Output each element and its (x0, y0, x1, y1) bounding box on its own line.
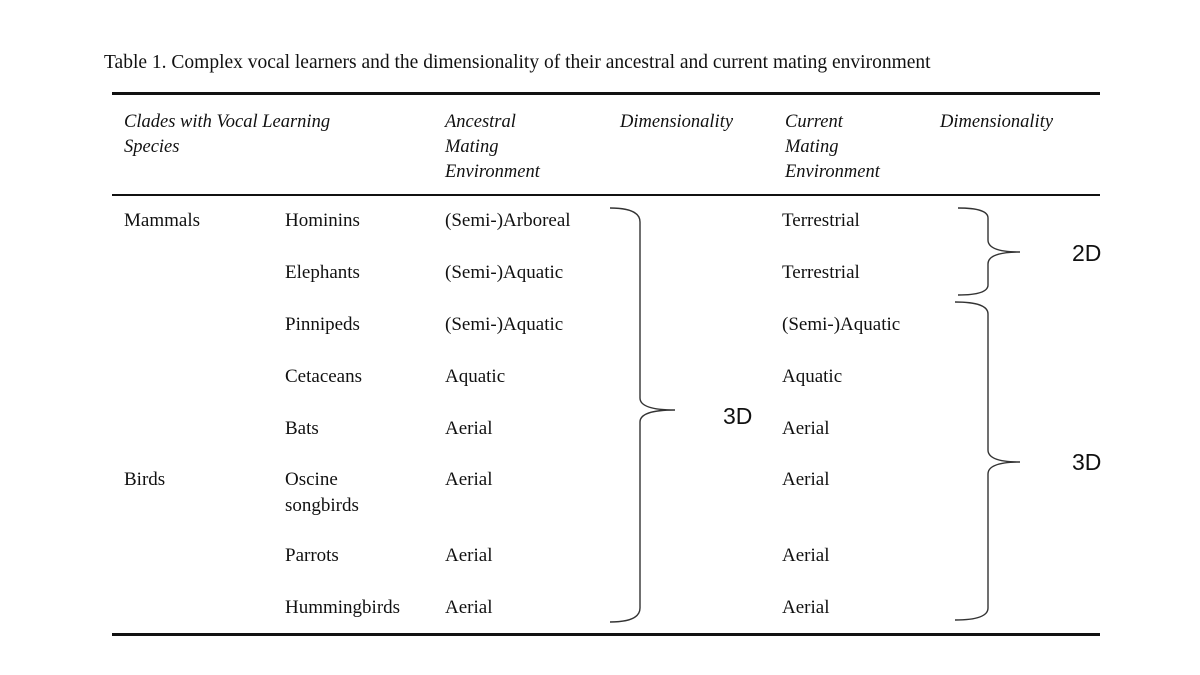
clade-cell-line1: Oscine (285, 469, 338, 490)
ancestral-cell: (Semi-)Aquatic (445, 262, 564, 283)
header-current-line3: Environment (785, 162, 880, 182)
header-clades-line1: Clades with Vocal Learning (124, 112, 331, 132)
clade-cell: Cetaceans (285, 366, 363, 387)
ancestral-cell: Aerial (445, 545, 493, 566)
ancestral-brace-icon (610, 208, 675, 622)
header-clades-line2: Species (124, 137, 180, 157)
current-cell: Aerial (782, 545, 830, 566)
group-birds: Birds (124, 469, 166, 490)
current-upper-brace-icon (958, 208, 1020, 295)
header-dimensionality-ancestral: Dimensionality (620, 112, 734, 132)
ancestral-cell: Aerial (445, 597, 493, 618)
current-cell: Terrestrial (782, 262, 860, 283)
ancestral-cell: (Semi-)Arboreal (445, 210, 571, 231)
clade-cell: Bats (285, 418, 319, 439)
clade-cell: Pinnipeds (285, 314, 360, 335)
current-cell: Aerial (782, 469, 830, 490)
clade-cell: Elephants (285, 262, 360, 283)
ancestral-cell: Aerial (445, 418, 493, 439)
current-cell: Aerial (782, 597, 830, 618)
current-cell: Aerial (782, 418, 830, 439)
ancestral-cell: Aquatic (445, 366, 506, 387)
current-cell: Aquatic (782, 366, 843, 387)
ancestral-cell: (Semi-)Aquatic (445, 314, 564, 335)
table-caption: Table 1. Complex vocal learners and the dimensionality of their ancestral and current mating environment (104, 52, 931, 73)
header-current-line1: Current (785, 112, 843, 132)
clade-cell: Hummingbirds (285, 597, 401, 618)
current-cell: Terrestrial (782, 210, 860, 231)
current-cell: (Semi-)Aquatic (782, 314, 901, 335)
group-mammals: Mammals (124, 210, 200, 231)
header-ancestral-line3: Environment (445, 162, 540, 182)
header-current-line2: Mating (785, 137, 839, 157)
clade-cell: Parrots (285, 545, 339, 566)
clade-cell-line2: songbirds (285, 495, 359, 516)
current-lower-brace-icon (955, 302, 1020, 620)
ancestral-dimensionality-label: 3D (723, 403, 753, 429)
header-ancestral-line2: Mating (445, 137, 499, 157)
current-lower-dimensionality-label: 3D (1072, 449, 1102, 475)
header-dimensionality-current: Dimensionality (940, 112, 1054, 132)
clade-cell: Hominins (285, 210, 360, 231)
header-ancestral-line1: Ancestral (445, 112, 516, 132)
current-upper-dimensionality-label: 2D (1072, 240, 1102, 266)
ancestral-cell: Aerial (445, 469, 493, 490)
